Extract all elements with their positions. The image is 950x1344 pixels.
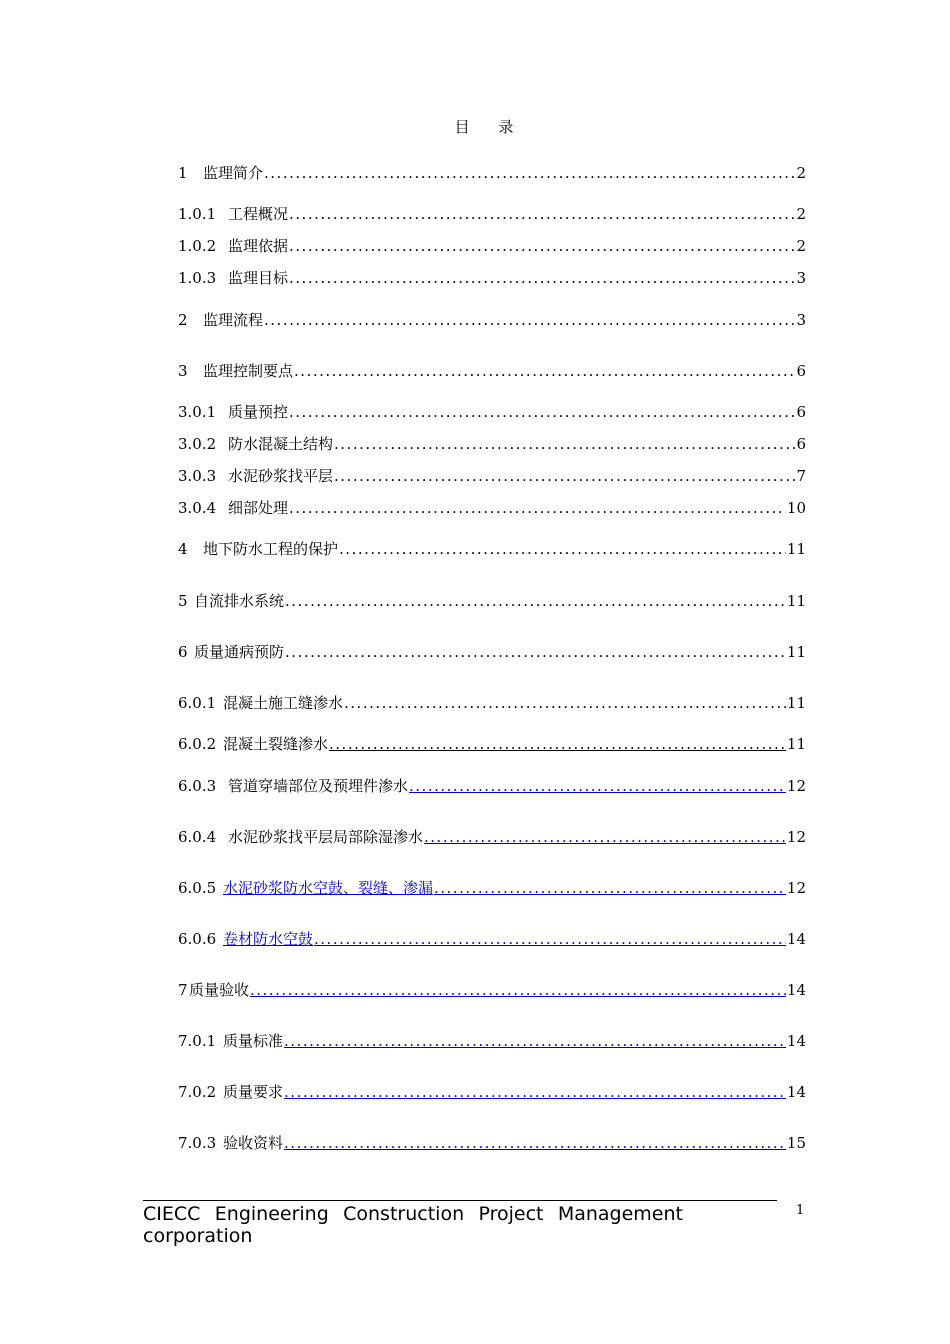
footer-page-number: 1 xyxy=(796,1203,805,1218)
toc-entry-number: 6.0.5 xyxy=(178,879,217,897)
toc-entry-6-0-3[interactable] xyxy=(178,775,806,797)
toc-entry-number: 7.0.3 xyxy=(178,1134,217,1152)
toc-entry-page: 14 xyxy=(786,1083,806,1101)
toc-entry-number: 6 xyxy=(178,643,188,661)
toc-entry-title: 地下防水工程的保护 xyxy=(203,540,339,558)
toc-entry-number: 7.0.2 xyxy=(178,1083,217,1101)
toc-dot-leader xyxy=(424,826,786,848)
toc-entry-number: 6.0.1 xyxy=(178,694,217,712)
toc-entry-number: 1.0.2 xyxy=(178,237,217,255)
toc-dot-leader xyxy=(284,1132,786,1154)
toc-entry-number: 5 xyxy=(178,592,188,610)
toc-dot-leader xyxy=(344,692,786,714)
toc-dot-leader xyxy=(314,928,786,950)
toc-entry-page: 11 xyxy=(786,643,806,661)
toc-entry-number: 1.0.3 xyxy=(178,269,217,287)
toc-entry-page: 3 xyxy=(796,311,806,329)
toc-entry-number: 7.0.1 xyxy=(178,1032,217,1050)
toc-entry-3-0-3[interactable] xyxy=(178,465,806,487)
toc-entry-page: 14 xyxy=(786,981,806,999)
toc-dot-leader xyxy=(334,465,795,487)
toc-entry-title: 监理目标 xyxy=(228,269,289,287)
toc-entry-page: 11 xyxy=(786,694,806,712)
toc-dot-leader xyxy=(289,497,786,519)
toc-entry-number: 1 xyxy=(178,164,188,182)
toc-entry-number: 7 xyxy=(178,981,188,999)
toc-dot-leader xyxy=(250,979,786,1001)
toc-dot-leader xyxy=(264,309,795,331)
toc-entry-5[interactable] xyxy=(178,590,806,612)
toc-dot-leader xyxy=(334,433,795,455)
toc-entry-number: 3.0.4 xyxy=(178,499,217,517)
toc-entry-6-0-5[interactable] xyxy=(178,877,806,899)
toc-entry-page: 10 xyxy=(786,499,806,517)
toc-entry-number: 6.0.2 xyxy=(178,735,217,753)
toc-entry-number: 6.0.3 xyxy=(178,777,217,795)
toc-entry-title: 管道穿墙部位及预埋件渗水 xyxy=(228,777,409,795)
toc-entry-page: 14 xyxy=(786,1032,806,1050)
toc-entry-number: 4 xyxy=(178,540,188,558)
toc-entry-page: 11 xyxy=(786,592,806,610)
toc-dot-leader xyxy=(284,1030,786,1052)
toc-dot-leader xyxy=(264,162,795,184)
toc-entry-page: 7 xyxy=(796,467,806,485)
toc-entry-title: 工程概况 xyxy=(228,205,289,223)
toc-entry-page: 2 xyxy=(796,164,806,182)
toc-entry-3[interactable] xyxy=(178,360,806,382)
toc-entry-3-0-1[interactable] xyxy=(178,401,806,423)
toc-entry-6-0-6[interactable] xyxy=(178,928,806,950)
toc-entry-title: 自流排水系统 xyxy=(194,592,285,610)
toc-entry-6-0-2[interactable] xyxy=(178,733,806,755)
toc-entry-number: 6.0.4 xyxy=(178,828,217,846)
toc-entry-6-0-4[interactable] xyxy=(178,826,806,848)
toc-entry-title: 防水混凝土结构 xyxy=(228,435,334,453)
toc-dot-leader xyxy=(289,203,795,225)
toc-entry-title: 质量预控 xyxy=(228,403,289,421)
toc-entry-title: 混凝土裂缝渗水 xyxy=(223,735,329,753)
toc-entry-page: 6 xyxy=(796,435,806,453)
toc-entry-page: 6 xyxy=(796,403,806,421)
toc-entry-1-0-2[interactable] xyxy=(178,235,806,257)
toc-dot-leader xyxy=(339,538,786,560)
toc-entry-number: 1.0.1 xyxy=(178,205,217,223)
toc-entry-page: 11 xyxy=(786,735,806,753)
toc-entry-number: 2 xyxy=(178,311,188,329)
toc-entry-page: 15 xyxy=(786,1134,806,1152)
toc-entry-3-0-4[interactable] xyxy=(178,497,806,519)
toc-entry-title: 质量通病预防 xyxy=(194,643,285,661)
toc-entry-title: 水泥砂浆找平层 xyxy=(228,467,334,485)
toc-entry-2[interactable] xyxy=(178,309,806,331)
toc-entry-title: 卷材防水空鼓 xyxy=(223,930,314,948)
toc-entry-page: 12 xyxy=(786,777,806,795)
toc-entry-page: 12 xyxy=(786,879,806,897)
footer-divider xyxy=(143,1200,777,1201)
toc-dot-leader xyxy=(289,235,795,257)
toc-entry-title: 混凝土施工缝渗水 xyxy=(223,694,344,712)
toc-dot-leader xyxy=(285,641,786,663)
toc-entry-7[interactable] xyxy=(178,979,806,1001)
toc-entry-7-0-3[interactable] xyxy=(178,1132,806,1154)
toc-entry-page: 3 xyxy=(796,269,806,287)
toc-entry-1-0-3[interactable] xyxy=(178,267,806,289)
toc-entry-title: 监理控制要点 xyxy=(203,362,294,380)
toc-dot-leader xyxy=(294,360,795,382)
toc-dot-leader xyxy=(289,401,795,423)
toc-entry-page: 11 xyxy=(786,540,806,558)
toc-dot-leader xyxy=(409,775,786,797)
toc-dot-leader xyxy=(284,1081,786,1103)
toc-entry-title: 水泥砂浆找平层局部除湿渗水 xyxy=(228,828,424,846)
toc-entry-number: 3.0.2 xyxy=(178,435,217,453)
toc-entry-title: 细部处理 xyxy=(228,499,289,517)
toc-entry-4[interactable] xyxy=(178,538,806,560)
toc-entry-7-0-1[interactable] xyxy=(178,1030,806,1052)
toc-entry-title: 验收资料 xyxy=(223,1134,284,1152)
toc-entry-page: 12 xyxy=(786,828,806,846)
toc-dot-leader xyxy=(285,590,786,612)
toc-dot-leader xyxy=(434,877,786,899)
toc-entry-page: 2 xyxy=(796,205,806,223)
toc-entry-title: 监理流程 xyxy=(203,311,264,329)
toc-entry-title: 质量要求 xyxy=(223,1083,284,1101)
toc-entry-1[interactable] xyxy=(178,162,806,184)
toc-entry-title: 水泥砂浆防水空鼓、裂缝、渗漏 xyxy=(223,879,434,897)
toc-entry-page: 2 xyxy=(796,237,806,255)
page-title: 目 录 xyxy=(454,118,526,136)
toc-entry-page: 6 xyxy=(796,362,806,380)
toc-entry-6-0-1[interactable] xyxy=(178,692,806,714)
toc-entry-number: 3 xyxy=(178,362,188,380)
toc-dot-leader xyxy=(289,267,795,289)
toc-entry-number: 3.0.1 xyxy=(178,403,217,421)
toc-entry-1-0-1[interactable] xyxy=(178,203,806,225)
toc-entry-6[interactable] xyxy=(178,641,806,663)
toc-entry-title: 监理依据 xyxy=(228,237,289,255)
toc-entry-7-0-2[interactable] xyxy=(178,1081,806,1103)
toc-entry-page: 14 xyxy=(786,930,806,948)
toc-entry-3-0-2[interactable] xyxy=(178,433,806,455)
toc-entry-number: 6.0.6 xyxy=(178,930,217,948)
toc-entry-title: 质量标准 xyxy=(223,1032,284,1050)
footer-company-name: CIECC Engineering Construction Project Management corporation xyxy=(143,1203,683,1247)
toc-entry-title: 监理简介 xyxy=(203,164,264,182)
toc-dot-leader xyxy=(329,733,786,755)
toc-entry-number: 3.0.3 xyxy=(178,467,217,485)
toc-entry-title: 质量验收 xyxy=(189,981,250,999)
